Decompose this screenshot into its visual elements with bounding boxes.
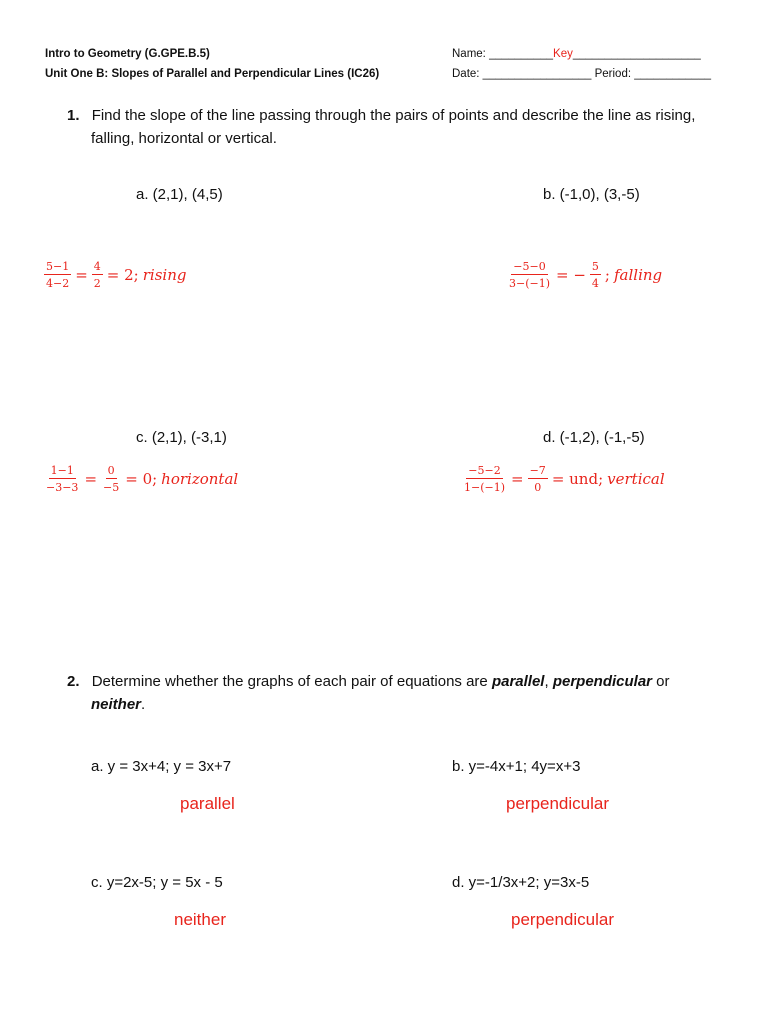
fraction: $\frac{4}{2}$ <box>93 260 101 290</box>
q2c-prompt: c. y=2x-5; y = 5x - 5 <box>91 874 223 891</box>
fraction: $\frac{0}{-5}$ <box>103 464 120 494</box>
q1b-prompt: b. (-1,0), (3,-5) <box>543 186 640 203</box>
question-2-line2: neither. <box>91 696 146 713</box>
q1c-answer: $\frac{1-1}{-3-3}$ = $\frac{0}{-5}$ = 0; horizontal <box>46 464 239 494</box>
q1d-answer: $\frac{-5-2}{1-(-1)}$ = $\frac{-7}{0}$ = und; vertical <box>464 464 665 494</box>
name-line <box>452 48 701 60</box>
q1a-answer: $\frac{5-1}{4-2}$ = $\frac{4}{2}$ = 2; rising <box>46 260 187 290</box>
q2c-answer: neither <box>174 910 226 929</box>
term-parallel: parallel <box>491 673 545 690</box>
term-perpendicular: perpendicular <box>552 673 653 690</box>
q1c-description: horizontal <box>161 470 239 488</box>
question-number: 2. <box>67 673 80 690</box>
q2b-prompt: b. y=-4x+1; 4y=x+3 <box>452 758 581 775</box>
question-number: 1. <box>67 107 80 124</box>
name-value: Key <box>553 48 573 60</box>
q1a-prompt: a. (2,1), (4,5) <box>136 186 223 203</box>
q2d-prompt: d. y=-1/3x+2; y=3x-5 <box>452 874 590 891</box>
course-title: Intro to Geometry (G.GPE.B.5) <box>45 48 210 60</box>
q1d-prompt: d. (-1,2), (-1,-5) <box>543 429 645 446</box>
name-label: Name: __________ <box>452 48 554 60</box>
q2b-answer: perpendicular <box>506 794 610 813</box>
name-tail: ____________________ <box>572 48 701 60</box>
fraction: $\frac{1-1}{-3-3}$ <box>46 464 79 494</box>
unit-title: Unit One B: Slopes of Parallel and Perpendicular Lines (IC26) <box>45 68 380 80</box>
term-neither: neither <box>91 696 142 713</box>
fraction: $\frac{5}{4}$ <box>591 260 599 290</box>
date-period-line: Date: _________________ Period: ____________ <box>452 68 711 80</box>
q2a-prompt: a. y = 3x+4; y = 3x+7 <box>91 758 232 775</box>
q1b-description: falling <box>613 266 663 284</box>
fraction: $\frac{5-1}{4-2}$ <box>46 260 70 290</box>
fraction: $\frac{-7}{0}$ <box>529 464 546 494</box>
fraction: $\frac{-5-0}{3-(-1)}$ <box>509 260 551 290</box>
fraction: $\frac{-5-2}{1-(-1)}$ <box>464 464 506 494</box>
question-text-line1: Find the slope of the line passing through the pairs of points and describe the line as rising, <box>91 107 696 124</box>
q2a-answer: parallel <box>180 794 235 813</box>
q1a-description: rising <box>142 266 187 284</box>
q1b-answer: $\frac{-5-0}{3-(-1)}$ = − $\frac{5}{4}$ ; falling <box>509 260 663 290</box>
q1d-description: vertical <box>607 470 665 488</box>
q1c-prompt: c. (2,1), (-3,1) <box>136 429 227 446</box>
question-2: 2. Determine whether the graphs of each pair of equations are parallel, perpendicular or <box>67 673 670 690</box>
q2d-answer: perpendicular <box>511 910 615 929</box>
question-text-line2: falling, horizontal or vertical. <box>91 130 277 147</box>
question-1 <box>67 104 695 127</box>
